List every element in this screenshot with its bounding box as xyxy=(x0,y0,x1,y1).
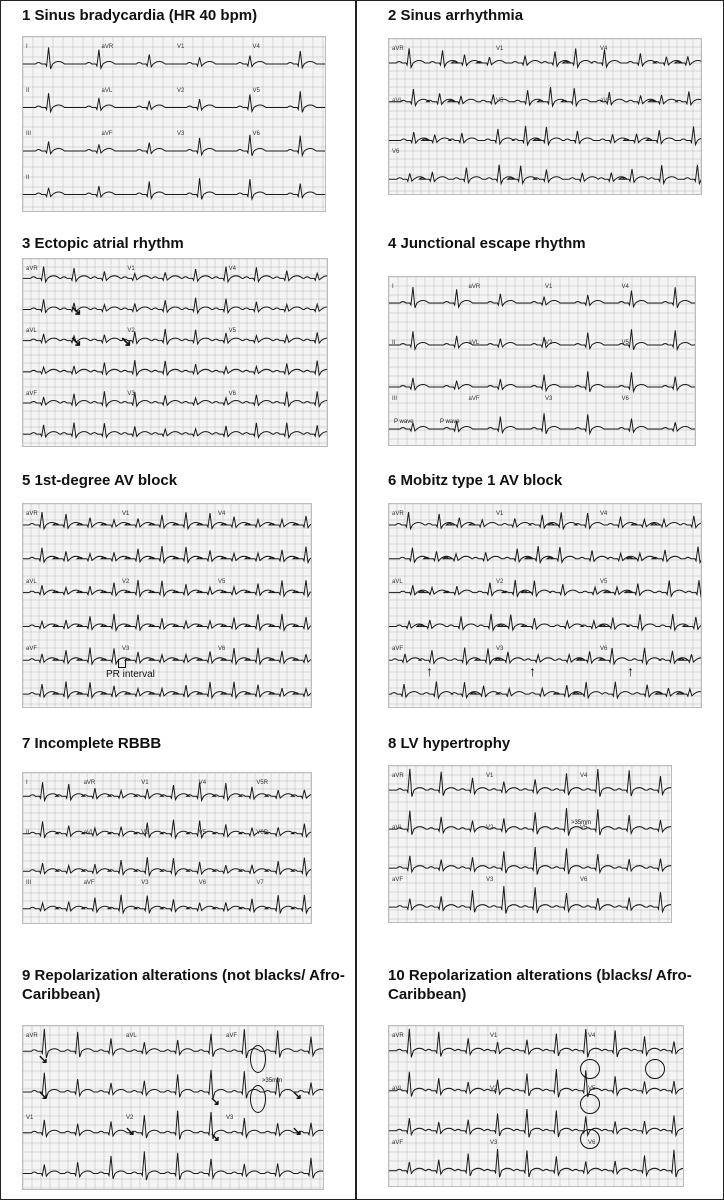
lead-label: V2 xyxy=(496,578,504,585)
ecg-trace-row xyxy=(389,87,701,106)
panel-1-title: 1 Sinus bradycardia (HR 40 bpm) xyxy=(22,7,258,24)
lead-label: aVR xyxy=(392,773,404,779)
panel-7-title: 7 Incomplete RBBB xyxy=(22,735,162,752)
lead-label: aVL xyxy=(392,1086,403,1093)
ecg-tracing-sinus-arrhythmia xyxy=(388,38,702,195)
ecg-tracing-mobitz-type-1-av-block xyxy=(388,503,702,708)
lead-label: V1 xyxy=(496,511,504,517)
lead-label: I xyxy=(392,284,394,290)
lead-label: V6 xyxy=(600,646,608,653)
lead-label: aVR xyxy=(83,780,96,786)
lead-label: V2 xyxy=(122,578,130,585)
ecg-tracing-junctional-escape-rhythm xyxy=(388,276,696,446)
panel-5-title: 5 1st-degree AV block xyxy=(22,472,178,489)
lead-label: aVL xyxy=(468,340,480,346)
arrow-marker: ↘ xyxy=(210,1130,221,1144)
lead-label: V5R xyxy=(256,780,269,786)
lead-label: V1 xyxy=(127,266,135,272)
lead-label: V5 xyxy=(580,825,588,831)
ecg-trace-row xyxy=(389,512,701,529)
lead-label: V4 xyxy=(580,773,588,779)
lead-label: I xyxy=(26,780,28,786)
lead-label: V2 xyxy=(126,1114,134,1121)
lead-label: aVL xyxy=(126,1033,137,1039)
lead-label: V1 xyxy=(177,44,185,50)
lead-label: II xyxy=(26,830,30,836)
p-wave-annotation-2: P wave xyxy=(440,419,460,425)
arrow-marker: ↘ xyxy=(70,302,82,318)
ecg-trace-row xyxy=(389,1149,683,1177)
lead-label: V6 xyxy=(228,390,236,397)
lead-label: aVL xyxy=(101,87,113,94)
lead-label: aVF xyxy=(101,131,113,137)
lead-label: aVR xyxy=(26,266,38,272)
lead-label: V4 xyxy=(600,46,608,52)
lead-label: aVF xyxy=(392,1139,404,1146)
arrow-marker: ↘ xyxy=(210,1094,221,1108)
ecg-trace-row xyxy=(389,1109,683,1137)
pr-interval-bracket xyxy=(118,659,126,668)
ecg4-svg xyxy=(389,277,695,445)
lead-label: aVF xyxy=(226,1033,238,1039)
ecg-trace-row xyxy=(389,48,701,67)
circle-marker xyxy=(580,1094,600,1114)
lead-label: V4 xyxy=(588,1033,596,1039)
ecg8-svg xyxy=(389,766,671,922)
lead-label: aVL xyxy=(83,830,95,836)
lead-label: V1 xyxy=(490,1033,498,1039)
arrow-marker: ↑ xyxy=(426,663,433,679)
arrow-marker: ↘ xyxy=(38,1052,49,1066)
lead-label: V5 xyxy=(218,578,226,585)
lead-label: V3 xyxy=(490,1139,498,1146)
arrow-marker: ↘ xyxy=(292,1124,303,1138)
lead-label: V2 xyxy=(545,340,553,346)
arrow-marker: ↘ xyxy=(120,333,132,349)
lead-label: II xyxy=(26,87,30,94)
lead-label: aVR xyxy=(392,511,404,517)
lead-label: V3 xyxy=(177,131,185,137)
ecg-trace-row xyxy=(23,178,325,199)
ecg-tracing-first-degree-av-block xyxy=(22,503,312,708)
lead-label: aVR xyxy=(101,44,114,50)
lead-label: V2 xyxy=(141,830,149,836)
lead-label: V3 xyxy=(141,880,149,886)
lead-label: V4 xyxy=(252,44,260,50)
lead-label: V1 xyxy=(496,46,504,52)
lead-label: aVF xyxy=(392,646,404,653)
lead-label: V5 xyxy=(621,340,629,346)
lead-label: aVR xyxy=(26,1033,38,1039)
lead-label: V4 xyxy=(218,511,226,517)
lead-label: II xyxy=(26,174,30,181)
lead-label: III xyxy=(26,131,32,137)
ecg-trace-row xyxy=(389,769,671,797)
circle-marker xyxy=(250,1085,266,1113)
lead-label: V6 xyxy=(392,149,400,156)
lead-label: V5 xyxy=(252,87,260,94)
arrow-marker: ↘ xyxy=(70,333,82,349)
lead-label: aVR xyxy=(26,511,38,517)
arrow-marker: ↘ xyxy=(292,1088,303,1102)
lead-label: II xyxy=(392,340,396,346)
ecg10-svg xyxy=(389,1026,683,1186)
lead-label: V3 xyxy=(127,390,135,397)
ecg-trace-row xyxy=(389,1069,683,1097)
ecg2-svg xyxy=(389,39,701,194)
panel-9-title: 9 Repolarization alterations (not blacks/ Afro-Caribbean) xyxy=(22,967,345,1003)
lead-label: V6 xyxy=(588,1139,596,1146)
lead-label: V5 xyxy=(228,328,236,335)
lead-label: aVL xyxy=(392,578,403,585)
lead-label: V3 xyxy=(122,646,130,653)
lead-label: aVL xyxy=(26,578,37,585)
ecg-trace-row xyxy=(389,847,671,875)
ecg-trace-row xyxy=(23,47,325,68)
lead-label: III xyxy=(392,396,398,402)
lead-label: aVF xyxy=(600,97,612,104)
ecg-trace-row xyxy=(23,135,325,156)
arrow-marker: ↘ xyxy=(125,1124,136,1138)
lead-label: V6 xyxy=(218,646,226,653)
panel-2-title: 2 Sinus arrhythmia xyxy=(388,7,524,24)
panel-3-title: 3 Ectopic atrial rhythm xyxy=(22,235,184,252)
lead-label: III xyxy=(26,880,32,886)
ecg-trace-row xyxy=(389,614,701,631)
lead-label: V3 xyxy=(545,396,553,402)
lead-label: aVR xyxy=(392,46,404,52)
lead-label: V6 xyxy=(198,880,207,886)
amplitude-annotation-lvh: >35mm xyxy=(571,820,592,826)
ecg-trace-row xyxy=(389,808,671,836)
circle-marker xyxy=(580,1059,600,1079)
ecg-tracing-incomplete-rbbb xyxy=(22,772,312,924)
lead-label: V5 xyxy=(198,830,207,836)
arrow-marker: ↑ xyxy=(529,663,536,679)
lead-label: V3 xyxy=(496,646,504,653)
lead-label: aVR xyxy=(468,284,481,290)
lead-label: V4 xyxy=(600,511,608,517)
ecg-trace-row xyxy=(389,126,701,145)
arrow-marker: ↘ xyxy=(38,1088,49,1102)
ecg-trace-row xyxy=(389,886,671,914)
lead-label: V6 xyxy=(252,131,260,137)
lead-label: aVL xyxy=(392,97,403,104)
ecg-tracing-repolarization-non-black xyxy=(22,1025,324,1190)
ecg-tracing-lv-hypertrophy xyxy=(388,765,672,923)
lead-label: V2 xyxy=(127,328,135,335)
ecg3-svg xyxy=(23,259,327,446)
ecg-trace-row xyxy=(23,91,325,112)
lead-label: V6 xyxy=(621,396,629,402)
panel-8-title: 8 LV hypertrophy xyxy=(388,735,511,752)
ecg1-svg xyxy=(23,37,325,211)
panel-10-title: 10 Repolarization alterations (blacks/ Afro-Caribbean) xyxy=(388,967,692,1003)
lead-label: aVR xyxy=(392,1033,404,1039)
p-wave-annotation-1: P wave xyxy=(394,419,414,425)
lead-label: V2 xyxy=(177,87,185,94)
lead-label: aVF xyxy=(83,880,95,886)
ecg-trace-row xyxy=(389,580,701,597)
ecg-trace-row xyxy=(389,165,701,184)
circle-marker xyxy=(580,1129,600,1149)
lead-label: V4 xyxy=(621,284,629,290)
lead-label: aVF xyxy=(392,877,404,883)
amplitude-annotation-repolarization: >35mm xyxy=(262,1078,283,1084)
lead-label: aVF xyxy=(468,396,480,402)
lead-label: V3 xyxy=(486,877,494,883)
lead-label: V1 xyxy=(26,1114,34,1121)
lead-label: V3 xyxy=(226,1114,234,1121)
ecg9-svg xyxy=(23,1026,323,1189)
lead-label: V6R xyxy=(256,830,269,836)
lead-label: I xyxy=(26,44,28,50)
lead-label: V2 xyxy=(490,1086,498,1093)
lead-label: V2 xyxy=(486,825,494,831)
arrow-marker: ↑ xyxy=(627,663,634,679)
lead-label: V1 xyxy=(486,773,494,779)
lead-label: aVF xyxy=(26,646,38,653)
ecg-tracing-sinus-bradycardia xyxy=(22,36,326,212)
ecg5-svg xyxy=(23,504,311,707)
lead-label: V6 xyxy=(580,877,588,883)
circle-marker xyxy=(645,1059,665,1079)
panel-4-title: 4 Junctional escape rhythm xyxy=(388,235,586,252)
lead-label: aVF xyxy=(26,390,38,397)
ecg-tracing-ectopic-atrial-rhythm xyxy=(22,258,328,447)
lead-label: V5 xyxy=(588,1086,596,1093)
lead-label: V1 xyxy=(545,284,553,290)
ecg6-svg xyxy=(389,504,701,707)
lead-label: V5 xyxy=(496,97,504,104)
lead-label: V1 xyxy=(122,511,130,517)
ecg7-svg xyxy=(23,773,311,923)
ecg-trace-row xyxy=(389,681,701,698)
lead-label: V1 xyxy=(141,780,149,786)
lead-label: V5 xyxy=(600,578,608,585)
lead-label: V4 xyxy=(228,266,236,272)
ecg-tracing-repolarization-black xyxy=(388,1025,684,1187)
lead-label: V4 xyxy=(198,780,207,786)
circle-marker xyxy=(250,1045,266,1073)
column-divider xyxy=(355,0,357,1200)
panel-6-title: 6 Mobitz type 1 AV block xyxy=(388,472,563,489)
lead-label: aVL xyxy=(392,825,403,831)
lead-label: aVL xyxy=(26,328,37,335)
lead-label: V7 xyxy=(256,880,264,886)
pr-interval-label: PR interval xyxy=(106,669,155,680)
